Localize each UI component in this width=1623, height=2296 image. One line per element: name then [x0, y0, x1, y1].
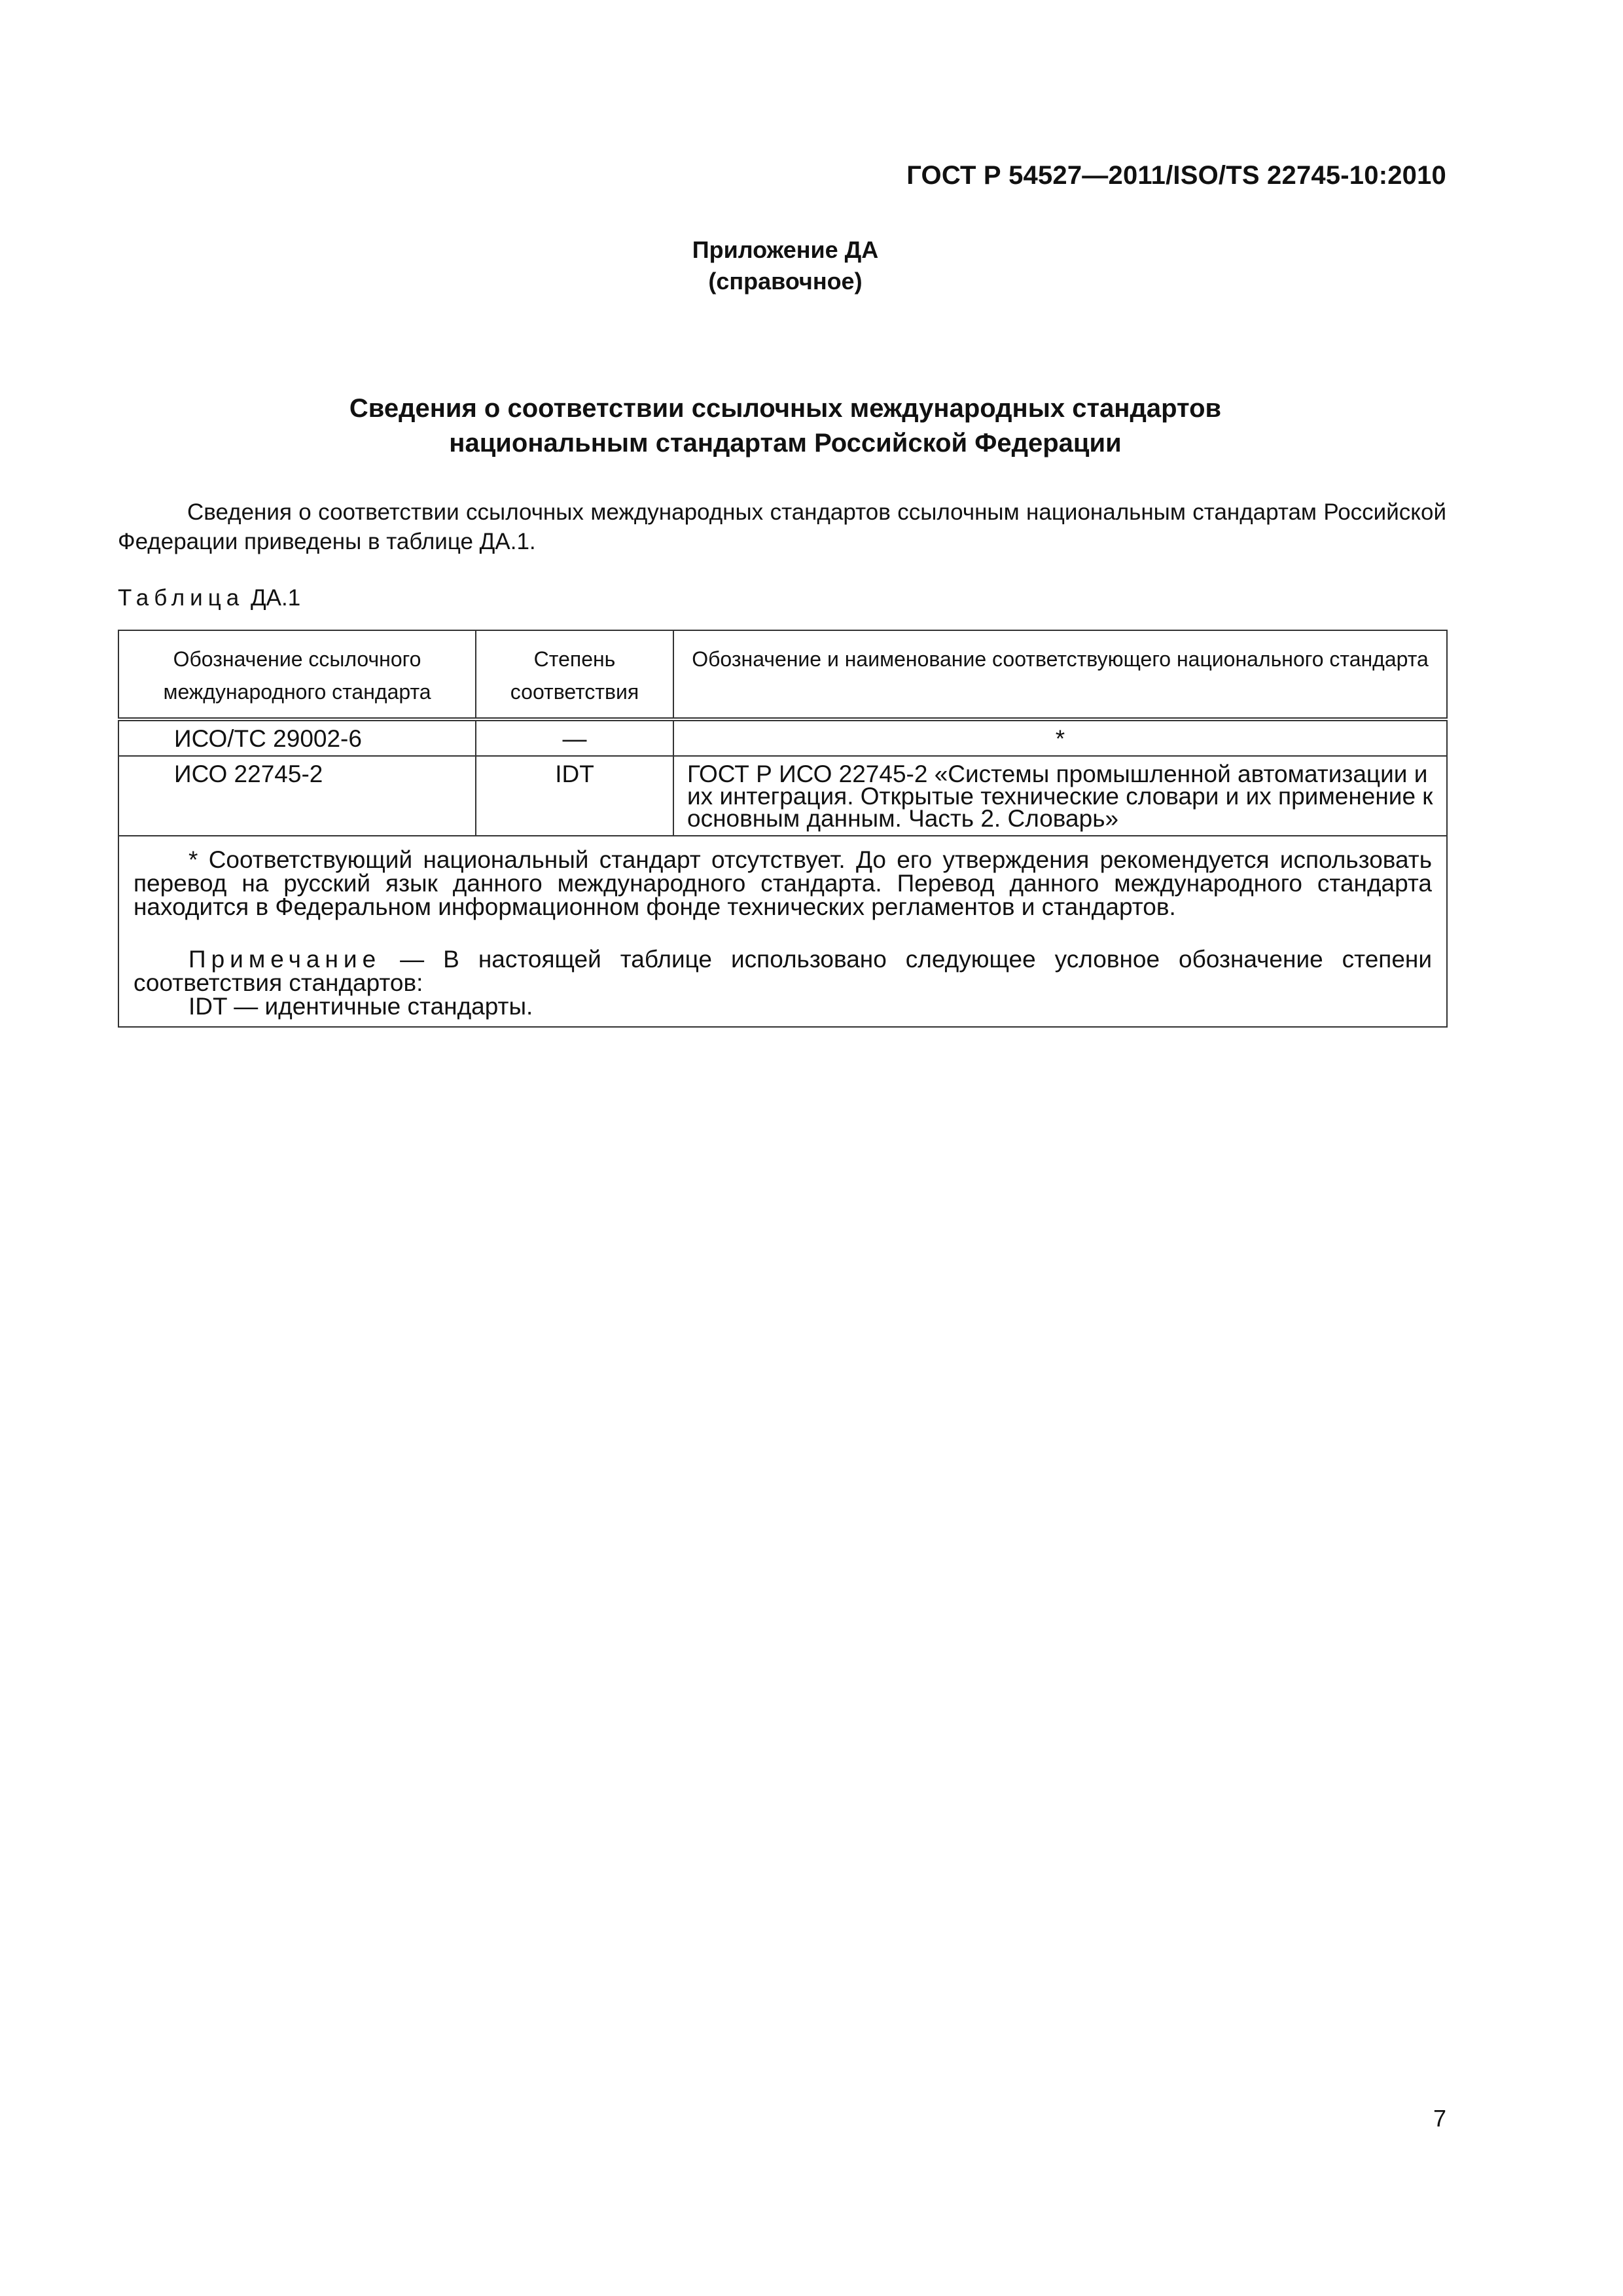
- correspondence-table-wrapper: [118, 630, 1446, 1028]
- cell-degree: IDT: [476, 756, 673, 836]
- table-notes-row: [118, 836, 1447, 1027]
- table-header-row: [118, 630, 1447, 719]
- cell-degree: —: [476, 719, 673, 756]
- document-code-header: ГОСТ Р 54527—2011/ISO/TS 22745-10:2010: [906, 161, 1446, 190]
- table-caption-word: Таблица: [118, 585, 245, 611]
- intro-paragraph: Сведения о соответствии ссылочных международных стандартов ссылочным национальным стандартам Российской Федерации приведены в таблице ДА.1.: [118, 499, 1446, 554]
- page-number: 7: [1433, 2105, 1446, 2132]
- section-title-line-2: национальным стандартам Российской Федерации: [449, 429, 1122, 457]
- cell-national-standard: ГОСТ Р ИСО 22745-2 «Системы промышленной автоматизации и их интеграция. Открытые технические словари и их применение к основным данным. Часть 2. Словарь»: [673, 756, 1447, 836]
- table-note: [134, 948, 1432, 995]
- cell-ref-standard: ИСО/ТС 29002-6: [118, 719, 476, 756]
- annex-subtitle: (справочное): [708, 268, 863, 295]
- table-row: [118, 719, 1447, 756]
- column-header-national-standard: Обозначение и наименование соответствующего национального стандарта: [673, 630, 1447, 719]
- cell-ref-standard: ИСО 22745-2: [118, 756, 476, 836]
- note-text: — В настоящей таблице использовано следующее условное обозначение степени соответствия стандартов:: [134, 946, 1432, 996]
- annex-heading: [0, 234, 1571, 297]
- column-header-ref-standard: Обозначение ссылочного международного стандарта: [118, 630, 476, 719]
- note-label: Примечание: [188, 946, 382, 973]
- annex-title: Приложение ДА: [692, 236, 879, 263]
- table-caption: [118, 585, 300, 611]
- cell-national-standard: *: [673, 719, 1447, 756]
- section-title-line-1: Сведения о соответствии ссылочных международных стандартов: [349, 394, 1222, 423]
- table-notes-cell: [118, 836, 1447, 1027]
- note-item: IDT — идентичные стандарты.: [188, 993, 533, 1020]
- correspondence-table: [118, 630, 1448, 1028]
- table-footnote: * Соответствующий национальный стандарт отсутствует. До его утверждения рекомендуется использовать перевод на русский язык данного международного стандарта. Перевод данного международного стандарта находится в Федеральном информационном фонде технических регламентов и стандартов.: [134, 846, 1432, 920]
- column-header-degree: Степень соответствия: [476, 630, 673, 719]
- table-row: [118, 756, 1447, 836]
- table-caption-number: ДА.1: [250, 585, 301, 611]
- section-title: [0, 391, 1571, 461]
